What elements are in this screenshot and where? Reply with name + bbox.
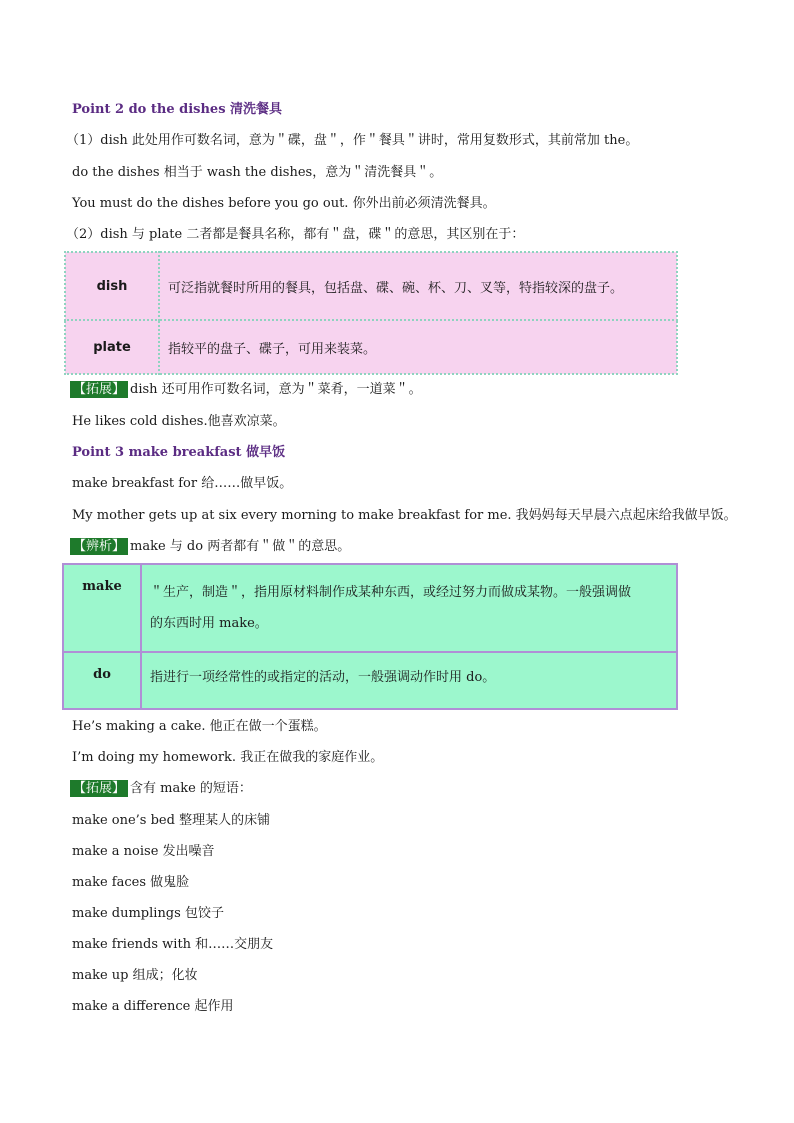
desc-line: 的东西时用 make。 xyxy=(150,616,268,631)
extension-tag: 【拓展】 xyxy=(70,381,128,398)
point2-line-4: （2）dish 与 plate 二者都是餐具名称，都有＂盘，碟＂的意思，其区别在于： xyxy=(66,227,525,242)
make-do-table xyxy=(62,563,678,710)
phrase-item: make a difference 起作用 xyxy=(72,999,234,1014)
phrase-item: make faces 做鬼脸 xyxy=(72,875,190,890)
desc-line: ＂生产，制造＂，指用原材料制作成某种东西，或经过努力而做成某物。一般强调做 xyxy=(150,585,632,600)
point2-line-2: do the dishes 相当于 wash the dishes，意为＂清洗餐具＂。 xyxy=(72,165,443,180)
desc-cell: 可泛指就餐时所用的餐具，包括盘、碟、碗、杯、刀、叉等，特指较深的盘子。 xyxy=(159,252,677,320)
dish-plate-table xyxy=(64,251,678,375)
desc-cell: 指进行一项经常性的或指定的活动，一般强调动作时用 do。 xyxy=(141,652,677,709)
desc-cell xyxy=(141,564,677,652)
phrase-item: make dumplings 包饺子 xyxy=(72,906,224,921)
table-row xyxy=(65,252,677,320)
point3-line-1: make breakfast for 给……做早饭。 xyxy=(72,476,293,491)
point3-extension xyxy=(70,780,252,798)
point3-heading: Point 3 make breakfast 做早饭 xyxy=(72,445,286,460)
point2-extension-example: He likes cold dishes.他喜欢凉菜。 xyxy=(72,414,286,429)
point2-extension xyxy=(70,381,422,399)
point2-line-1: （1）dish 此处用作可数名词，意为＂碟，盘＂，作＂餐具＂讲时，常用复数形式，其前常加 the。 xyxy=(66,133,639,148)
bianxi-text: make 与 do 两者都有＂做＂的意思。 xyxy=(130,539,351,554)
extension-text: dish 还可用作可数名词，意为＂菜肴，一道菜＂。 xyxy=(130,382,422,397)
desc-cell: 指较平的盘子、碟子，可用来装菜。 xyxy=(159,320,677,374)
table-row xyxy=(63,652,677,709)
table-row xyxy=(63,564,677,652)
term-cell: make xyxy=(63,564,141,652)
bianxi-tag: 【辨析】 xyxy=(70,538,128,555)
point2-example: You must do the dishes before you go out. 你外出前必须清洗餐具。 xyxy=(72,196,496,211)
make-example-2: I’m doing my homework. 我正在做我的家庭作业。 xyxy=(72,750,384,765)
term-cell: plate xyxy=(65,320,159,374)
term-cell: do xyxy=(63,652,141,709)
point3-bianxi xyxy=(70,538,350,556)
point3-example: My mother gets up at six every morning to make breakfast for me. 我妈妈每天早晨六点起床给我做早饭。 xyxy=(72,508,737,523)
phrase-item: make up 组成；化妆 xyxy=(72,968,198,983)
term-cell: dish xyxy=(65,252,159,320)
phrase-item: make friends with 和……交朋友 xyxy=(72,937,274,952)
table-row xyxy=(65,320,677,374)
phrase-item: make one’s bed 整理某人的床铺 xyxy=(72,813,271,828)
make-example-1: He’s making a cake. 他正在做一个蛋糕。 xyxy=(72,719,327,734)
phrase-item: make a noise 发出噪音 xyxy=(72,844,215,859)
extension-text: 含有 make 的短语： xyxy=(130,781,252,796)
point2-heading: Point 2 do the dishes 清洗餐具 xyxy=(72,102,283,117)
extension-tag: 【拓展】 xyxy=(70,780,128,797)
